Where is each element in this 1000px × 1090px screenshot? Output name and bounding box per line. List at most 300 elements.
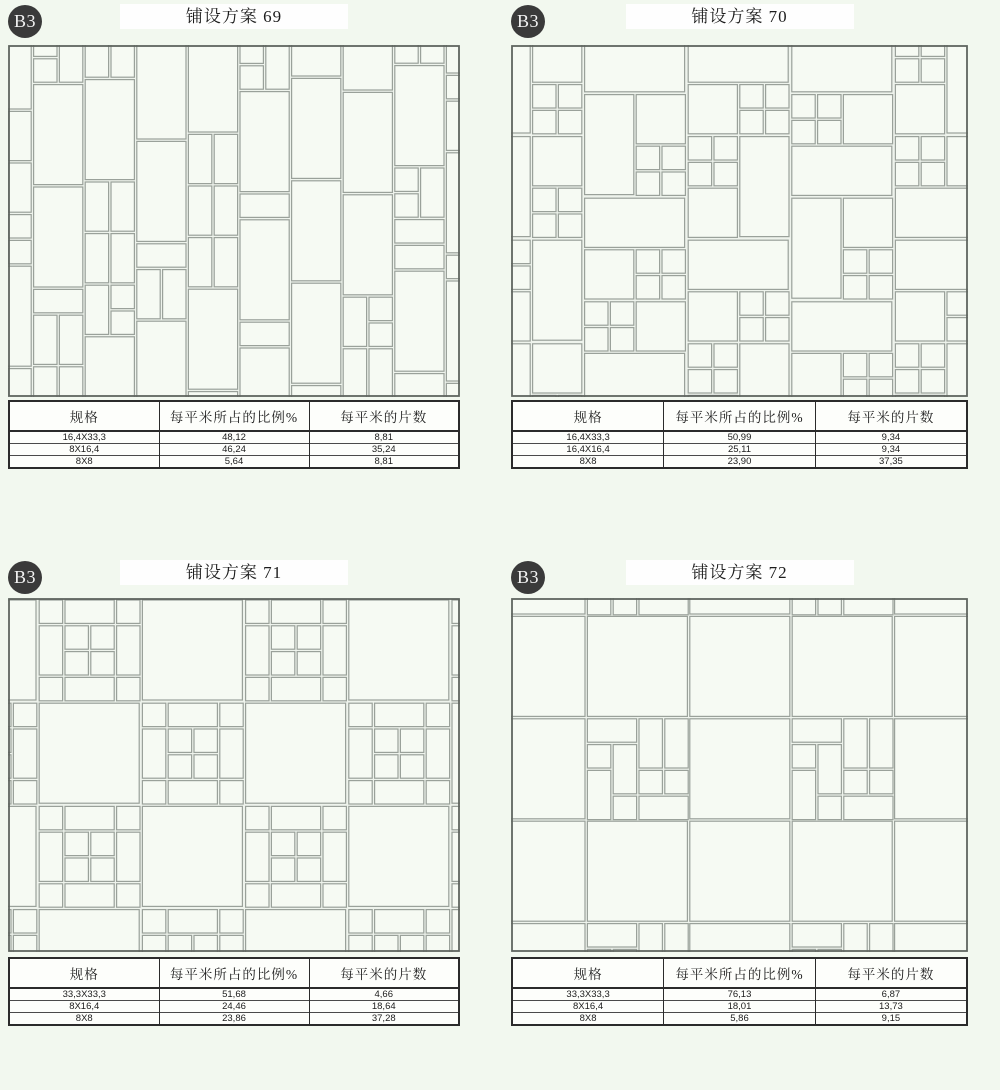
tile (662, 250, 685, 273)
tile (8, 600, 36, 700)
tile (792, 719, 841, 742)
tile (395, 220, 444, 243)
tile-pattern-svg (8, 598, 460, 952)
spec-table-row (512, 988, 967, 1001)
spec-pieces-cell: 9,34 (881, 432, 901, 443)
tile (188, 45, 237, 132)
tile (8, 266, 31, 366)
tile (639, 924, 662, 952)
tile (533, 188, 556, 211)
tile (558, 214, 581, 237)
spec-table-header: 规格 (512, 958, 664, 988)
tile (662, 276, 685, 299)
tile (844, 598, 893, 615)
tile (895, 292, 944, 341)
tile (921, 344, 944, 367)
tile-pattern-diagram (511, 45, 968, 397)
tile (91, 832, 114, 855)
tile (511, 616, 585, 716)
tile (65, 626, 88, 649)
tile (792, 353, 841, 397)
tile (168, 910, 217, 933)
panel-header (8, 4, 460, 42)
spec-spec-cell: 33,3X33,3 (512, 988, 664, 1001)
spec-table-row (9, 431, 459, 444)
tile (639, 796, 688, 819)
tile (271, 806, 320, 829)
spec-ratio-cell: 76,13 (664, 988, 816, 1001)
spec-spec-cell: 16,4X33,3 (9, 431, 159, 444)
tile (246, 600, 269, 623)
tile (13, 910, 36, 933)
tile (766, 110, 789, 133)
tile (271, 858, 294, 881)
tile (688, 240, 788, 289)
tile (142, 703, 165, 726)
tile (117, 884, 140, 907)
tile (168, 781, 217, 804)
tile (34, 85, 83, 185)
spec-table (511, 957, 968, 1026)
spec-table-header: 规格 (512, 401, 664, 431)
tile (740, 110, 763, 133)
tile (137, 244, 186, 267)
tile (395, 374, 444, 397)
tile (8, 215, 31, 238)
tile (843, 276, 866, 299)
tile (194, 755, 217, 778)
tile (869, 379, 892, 397)
tile (533, 137, 582, 186)
plan-title: 铺设方案 72 (626, 560, 854, 585)
tile (375, 755, 398, 778)
spec-table-row (512, 444, 967, 456)
tile (533, 85, 556, 108)
tile (85, 285, 108, 334)
tile (85, 337, 134, 397)
tile (65, 652, 88, 675)
tile-pattern-diagram (8, 45, 460, 397)
tile (639, 770, 662, 793)
tile (343, 349, 366, 397)
tile (369, 297, 392, 320)
tile (610, 302, 633, 325)
panel-header (511, 560, 968, 598)
tile (844, 770, 867, 793)
tile (426, 781, 449, 804)
tile (533, 110, 556, 133)
tile (426, 729, 449, 778)
tile (869, 353, 892, 376)
tile (220, 703, 243, 726)
tile (662, 172, 685, 195)
tile (13, 781, 36, 804)
tile (688, 344, 711, 367)
tile (585, 198, 685, 247)
tile (587, 745, 610, 768)
spec-spec-cell: 16,4X33,3 (512, 431, 664, 444)
tile (240, 194, 289, 217)
tile (395, 66, 444, 166)
tile (91, 652, 114, 675)
tile (8, 163, 31, 212)
tile (220, 781, 243, 804)
tile (91, 626, 114, 649)
spec-ratio-cell: 46,24 (159, 444, 309, 456)
tile (533, 240, 582, 340)
tile (688, 85, 737, 134)
tile (792, 770, 815, 819)
tile (895, 162, 918, 185)
tile (947, 292, 968, 315)
spec-table-header: 每平米的片数 (309, 958, 459, 988)
spec-table-header: 每平米所占的比例% (159, 958, 309, 988)
tile (587, 616, 687, 716)
tile (266, 45, 289, 89)
tile (240, 92, 289, 192)
tile (639, 719, 662, 768)
tile (246, 806, 269, 829)
spec-table-row (9, 444, 459, 456)
tile (714, 370, 737, 393)
tile (349, 910, 372, 933)
tile (400, 755, 423, 778)
spec-spec-cell: 8X16,4 (9, 444, 159, 456)
spec-table-row (9, 456, 459, 469)
tile (426, 935, 449, 952)
tile (168, 729, 191, 752)
tile (323, 806, 346, 829)
tile (214, 186, 237, 235)
tile (142, 910, 165, 933)
spec-ratio-cell: 25,11 (664, 444, 816, 456)
spec-table-header: 每平米的片数 (815, 401, 967, 431)
tile (59, 367, 82, 397)
tile (869, 276, 892, 299)
tile (636, 276, 659, 299)
tile (665, 924, 688, 952)
tile (714, 162, 737, 185)
tile (895, 85, 944, 134)
tile (585, 250, 634, 299)
tile (297, 652, 320, 675)
tile (613, 796, 636, 819)
tile (271, 600, 320, 623)
tile (240, 322, 289, 345)
tile (843, 250, 866, 273)
tile (343, 297, 366, 346)
tile (246, 832, 269, 881)
tile (587, 719, 636, 742)
tile (375, 910, 424, 933)
tile (446, 101, 460, 150)
tile (111, 311, 134, 334)
tile (511, 292, 530, 341)
tile (142, 600, 242, 700)
tile (446, 281, 460, 381)
tile (220, 729, 243, 778)
tile (240, 220, 289, 320)
panel-plan-70 (511, 4, 968, 467)
series-badge: B3 (511, 561, 545, 594)
tile (636, 146, 659, 169)
tile (895, 616, 968, 716)
tile (690, 924, 790, 952)
spec-ratio-cell: 51,68 (159, 988, 309, 1001)
tile (297, 832, 320, 855)
spec-table-header: 规格 (9, 401, 159, 431)
spec-table-header: 每平米所占的比例% (159, 401, 309, 431)
tile (792, 95, 815, 118)
tile (39, 677, 62, 700)
tile (895, 821, 968, 921)
tile (558, 188, 581, 211)
tile (587, 821, 687, 921)
tile (343, 195, 392, 295)
tile (792, 745, 815, 768)
tile (533, 214, 556, 237)
tile (375, 703, 424, 726)
tile (511, 344, 530, 397)
tile (895, 370, 918, 393)
tile (895, 598, 968, 614)
tile (292, 78, 341, 178)
tile (137, 45, 186, 139)
spec-table-header: 规格 (9, 958, 159, 988)
tile (34, 367, 57, 397)
tile (843, 379, 866, 397)
tile (400, 935, 423, 952)
tile (818, 120, 841, 143)
tile (271, 626, 294, 649)
tile (792, 302, 892, 351)
spec-pieces-cell: 9,15 (815, 1013, 967, 1026)
spec-spec-cell: 8X8 (9, 456, 159, 469)
spec-table-header: 每平米的片数 (815, 958, 967, 988)
tile (585, 95, 634, 195)
tile (818, 745, 841, 794)
spec-ratio-cell: 5,86 (664, 1013, 816, 1026)
tile (740, 292, 763, 315)
tile (533, 344, 582, 393)
spec-spec-cell: 8X16,4 (9, 1001, 159, 1013)
tile (843, 353, 866, 376)
tile (921, 162, 944, 185)
tile (59, 315, 82, 364)
plan-title: 铺设方案 70 (626, 4, 854, 29)
tile (220, 935, 243, 952)
panel-plan-71 (8, 560, 460, 1024)
tile (194, 935, 217, 952)
tile (947, 45, 968, 133)
tile (8, 369, 31, 397)
tile (349, 729, 372, 778)
tile (39, 884, 62, 907)
tile (511, 45, 530, 133)
tile-pattern-diagram (511, 598, 968, 952)
tile (511, 924, 585, 952)
tile (818, 598, 841, 615)
tile (688, 370, 711, 393)
tile (85, 80, 134, 180)
tile (323, 832, 346, 881)
series-badge: B3 (8, 561, 42, 594)
tile (921, 137, 944, 160)
plan-title: 铺设方案 71 (120, 560, 348, 585)
tile (323, 677, 346, 700)
tile (636, 172, 659, 195)
tile (85, 182, 108, 231)
tile (870, 719, 893, 768)
tile (613, 745, 636, 794)
spec-table-header: 每平米所占的比例% (664, 958, 816, 988)
tile (111, 182, 134, 231)
tile (636, 95, 685, 144)
tile-pattern-diagram (8, 598, 460, 952)
tile (690, 598, 790, 614)
spec-table-row (9, 1013, 459, 1026)
tile (587, 598, 610, 615)
tile (375, 935, 398, 952)
panel-header (8, 560, 460, 598)
tile (34, 59, 57, 82)
tile (665, 719, 688, 768)
tile (369, 349, 392, 397)
series-badge: B3 (511, 5, 545, 38)
tile (688, 162, 711, 185)
tile (446, 255, 460, 278)
tile (511, 719, 585, 819)
tile (117, 832, 140, 881)
tile (117, 677, 140, 700)
tile (395, 194, 418, 217)
spec-spec-cell: 8X16,4 (512, 1001, 664, 1013)
spec-pieces-cell: 37,28 (309, 1013, 459, 1026)
tile (91, 858, 114, 881)
spec-ratio-cell: 24,46 (159, 1001, 309, 1013)
spec-pieces-cell: 9,34 (815, 444, 967, 456)
tile (142, 729, 165, 778)
spec-spec-cell: 8X8 (512, 456, 664, 469)
tile (349, 703, 372, 726)
tile (349, 781, 372, 804)
tile (271, 652, 294, 675)
tile (297, 858, 320, 881)
tile (446, 383, 460, 397)
tile (766, 292, 789, 315)
tile (792, 616, 892, 716)
tile (895, 137, 918, 160)
tile (117, 600, 140, 623)
tile (375, 729, 398, 752)
tile (766, 318, 789, 341)
tile (844, 924, 867, 952)
tile (343, 92, 392, 192)
tile (400, 729, 423, 752)
tile (39, 806, 62, 829)
tile (740, 137, 789, 237)
tile (111, 285, 134, 308)
tile (921, 370, 944, 393)
tile (168, 703, 217, 726)
tile (137, 141, 186, 241)
tile (585, 328, 608, 351)
spec-ratio-cell: 23,86 (159, 1013, 309, 1026)
tile (240, 66, 263, 89)
tile (39, 703, 139, 803)
tile (271, 884, 320, 907)
tile (947, 344, 968, 397)
spec-table-row (512, 456, 967, 469)
tile (65, 858, 88, 881)
tile (610, 328, 633, 351)
tile (194, 729, 217, 752)
tile (188, 289, 237, 389)
spec-table-row (9, 988, 459, 1001)
tile (688, 45, 788, 82)
tile (533, 45, 582, 82)
tile (34, 289, 83, 312)
spec-spec-cell: 8X8 (9, 1013, 159, 1026)
tile (688, 188, 737, 237)
tile (844, 796, 893, 819)
tile (137, 321, 186, 397)
tile (688, 137, 711, 160)
tile (349, 806, 449, 906)
tile (375, 781, 424, 804)
tile (511, 137, 530, 237)
tile (511, 266, 530, 289)
spec-ratio-cell: 18,01 (664, 1001, 816, 1013)
tile (421, 168, 444, 217)
tile (369, 323, 392, 346)
tile (395, 245, 444, 268)
series-badge: B3 (8, 5, 42, 38)
tile (240, 348, 289, 397)
tile (792, 45, 892, 92)
tile (349, 600, 449, 700)
tile (690, 719, 790, 819)
spec-spec-cell: 33,3X33,3 (9, 988, 159, 1001)
tile (511, 821, 585, 921)
tile-pattern-svg (511, 598, 968, 952)
tile (740, 318, 763, 341)
tile (636, 302, 685, 351)
tile (246, 677, 269, 700)
spec-pieces-cell: 8,81 (374, 432, 393, 443)
tile (895, 59, 918, 82)
tile (714, 344, 737, 367)
tile (921, 59, 944, 82)
tile (142, 806, 242, 906)
spec-table-row (512, 431, 967, 444)
tile (59, 45, 82, 82)
tile (246, 626, 269, 675)
spec-pieces-cell: 13,73 (815, 1001, 967, 1013)
tile (323, 884, 346, 907)
tile (214, 134, 237, 183)
tile (446, 45, 460, 73)
tile (13, 729, 36, 778)
tile (792, 146, 892, 195)
tile (662, 146, 685, 169)
tile (8, 111, 31, 160)
spec-spec-cell: 16,4X16,4 (512, 444, 664, 456)
tile (639, 598, 688, 615)
tile (665, 770, 688, 793)
panel-plan-69 (8, 4, 460, 467)
plan-title: 铺设方案 69 (120, 4, 348, 29)
